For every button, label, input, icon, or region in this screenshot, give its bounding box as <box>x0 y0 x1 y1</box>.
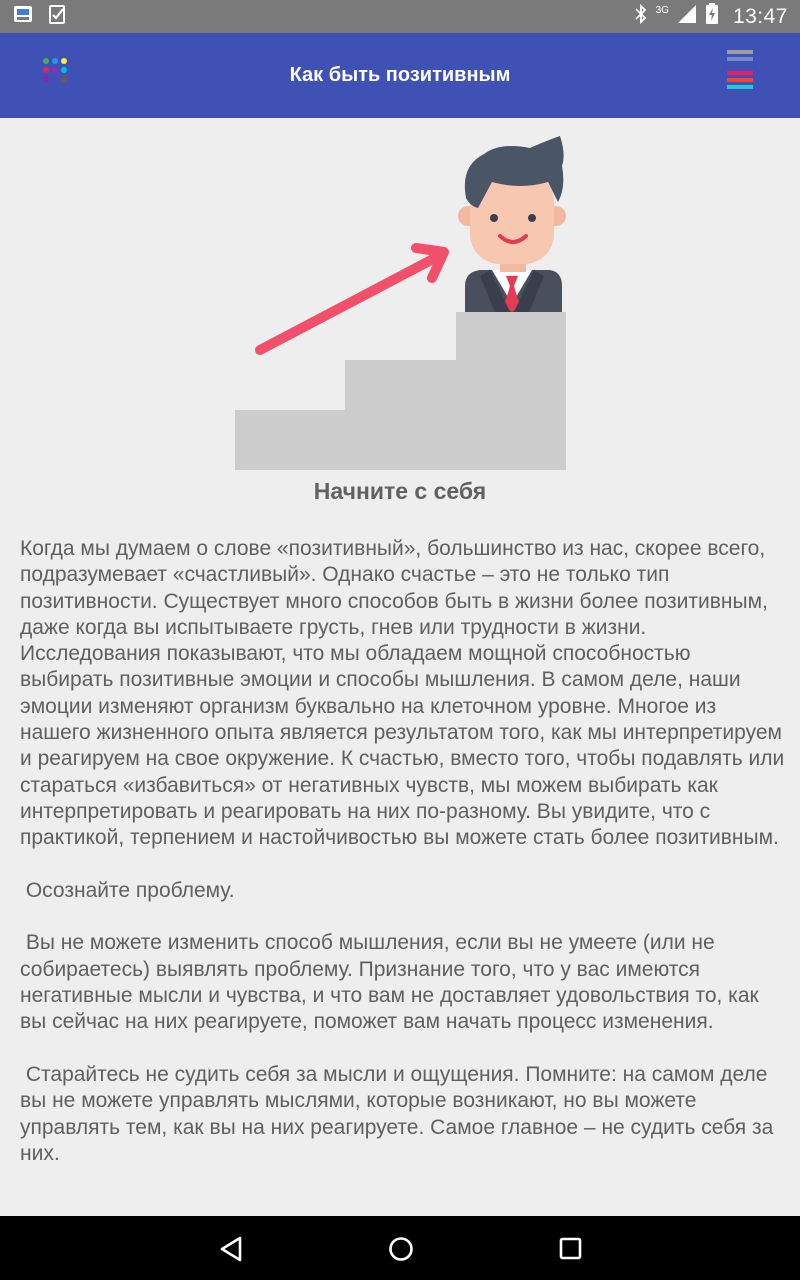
navigation-bar <box>0 1216 800 1280</box>
app-bar <box>0 33 800 118</box>
recents-icon[interactable] <box>556 1234 586 1264</box>
article-text <box>20 536 791 1193</box>
battery-charging-icon <box>705 3 719 31</box>
back-icon[interactable] <box>216 1234 246 1264</box>
paragraph: Вы не можете изменить способ мышления, если вы не умеете (или не собираетесь) выявлять проблему. Признание того, что у вас имеются негативные мысли и чувства, и что вам не доставляет удовольствия то, как вы сейчас на них реагируете, поможет вам начать процесс изменения. <box>20 931 765 1034</box>
article-content[interactable] <box>0 118 800 1216</box>
status-bar <box>0 0 800 33</box>
clipboard-check-icon <box>48 3 68 30</box>
network-type: 3G <box>655 4 669 16</box>
paragraph: Когда мы думаем о слове «позитивный», большинство из нас, скорее всего, подразумевает «счастливый». Однако счастье – это не только тип позитивности. Существует много способов быть в жизни более позитивным, даже когда вы испытываете грусть, гнев или трудности в жизни. Исследования показывают, что мы обладаем мощной способностью выбирать позитивные эмоции и способы мышления. В самом деле, наши эмоции изменяют организм буквально на клеточном уровне. Многое из нашего жизненного опыта является результатом того, как мы интерпретируем и реагируем на свое окружение. К счастью, вместо того, чтобы подавлять или стараться «избавиться» от негативных чувств, мы можем выбирать как интерпретировать и реагировать на них по-разному. Вы увидите, что с практикой, терпением и настойчивостью вы можете стать более позитивным. <box>20 537 791 850</box>
clock: 13:47 <box>732 4 788 28</box>
section-title: Начните с себя <box>313 478 487 504</box>
app-title: Как быть позитивным <box>289 64 511 86</box>
paragraph: Старайтесь не судить себя за мысли и ощущения. Помните: на самом деле вы не можете управлять мыслями, которые возникают, но вы можете управлять тем, как вы на них реагируете. Самое главное – не судить себя за них. <box>20 1062 780 1165</box>
paragraph: Осознайте проблему. <box>20 878 235 902</box>
menu-lines-icon[interactable] <box>722 47 758 95</box>
bluetooth-icon <box>634 3 648 31</box>
sd-card-icon <box>12 3 34 30</box>
home-icon[interactable] <box>386 1234 416 1264</box>
signal-icon <box>677 4 697 30</box>
career-stairs-illustration <box>230 136 575 476</box>
